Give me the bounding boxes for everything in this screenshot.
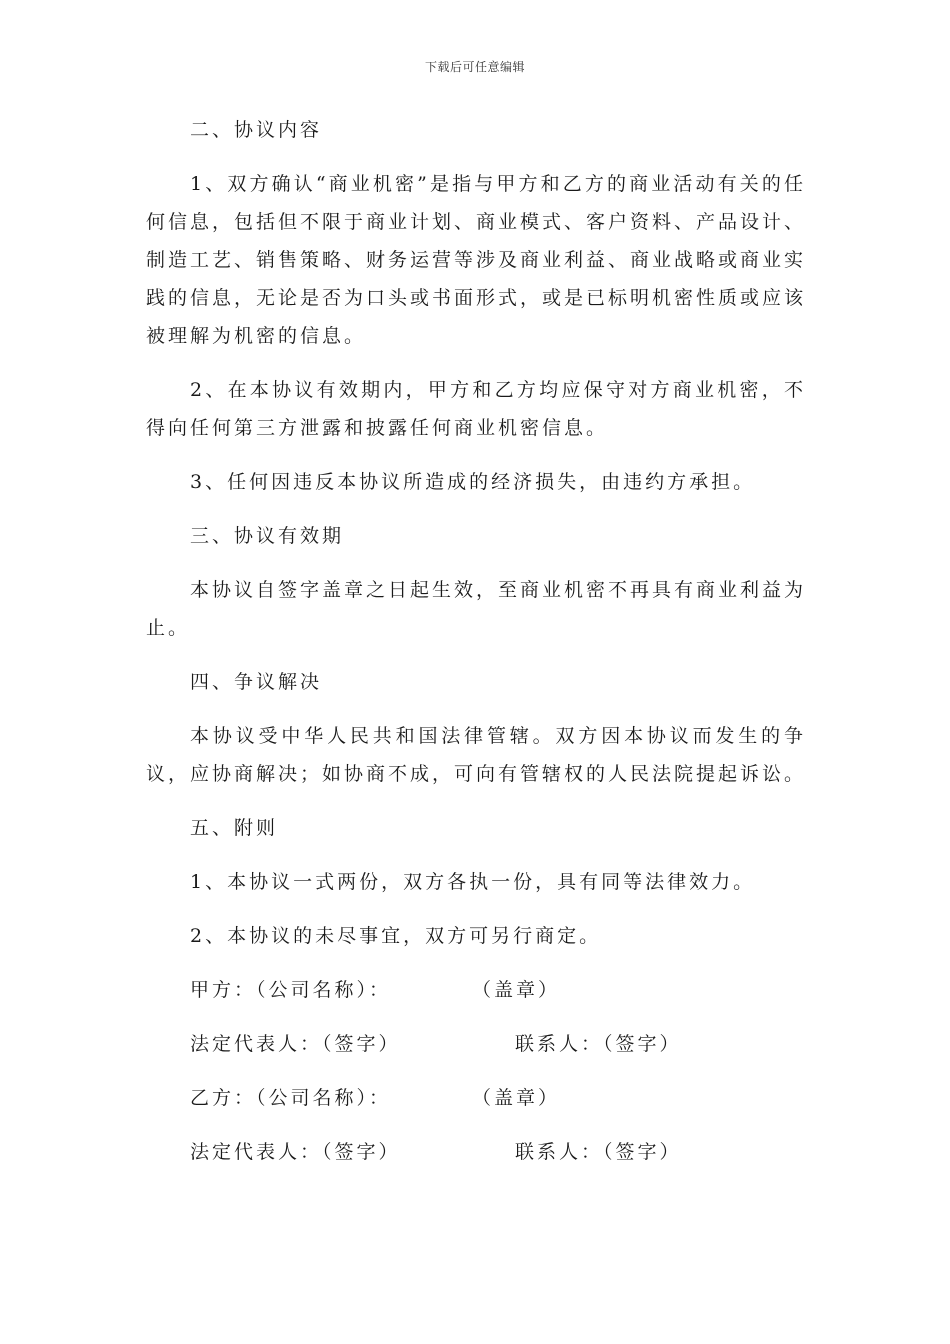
party-b-seal-label: （盖章）	[472, 1087, 561, 1109]
clause-dispute: 本协议受中华人民共和国法律管辖。双方因本协议而发生的争议，应协商解决；如协商不成，可向有管辖权的人民法院提起诉讼。	[146, 725, 807, 785]
party-a-company-row	[146, 971, 806, 1009]
clause-liability: 3、任何因违反本协议所造成的经济损失，由违约方承担。	[190, 471, 756, 493]
party-b-legal-rep-label: 法定代表人：（签字）	[190, 1141, 401, 1163]
section-title-validity: 三、协议有效期	[190, 525, 345, 547]
clause-definition: 1、双方确认“商业机密”是指与甲方和乙方的商业活动有关的任何信息，包括但不限于商业计划、商业模式、客户资料、产品设计、制造工艺、销售策略、财务运营等涉及商业利益、商业战略或商业实践的信息，无论是否为口头或书面形式，或是已标明机密性质或应该被理解为机密的信息。	[146, 173, 807, 347]
party-a-legal-rep-label: 法定代表人：（签字）	[190, 1033, 401, 1055]
section-title-agreement-content: 二、协议内容	[190, 119, 323, 141]
clause-confidentiality: 2、在本协议有效期内，甲方和乙方均应保守对方商业机密，不得向任何第三方泄露和披露任何商业机密信息。	[146, 379, 806, 439]
clause-copies: 1、本协议一式两份，双方各执一份，具有同等法律效力。	[190, 871, 756, 893]
party-a-representatives-row	[146, 1025, 806, 1063]
party-a-seal-label: （盖章）	[472, 979, 561, 1001]
party-b-contact-label: 联系人：（签字）	[515, 1141, 682, 1163]
document-body	[146, 111, 806, 1187]
party-b-company-label: 乙方：（公司名称）：	[190, 1087, 392, 1109]
page-header-note: 下载后可任意编辑	[424, 60, 525, 74]
party-a-contact-label: 联系人：（签字）	[515, 1033, 682, 1055]
clause-validity: 本协议自签字盖章之日起生效，至商业机密不再具有商业利益为止。	[146, 579, 807, 639]
party-b-company-row	[146, 1079, 806, 1117]
section-title-dispute: 四、争议解决	[190, 671, 323, 693]
section-title-supplementary: 五、附则	[190, 817, 279, 839]
clause-unresolved: 2、本协议的未尽事宜，双方可另行商定。	[190, 925, 602, 947]
party-a-company-label: 甲方：（公司名称）：	[190, 979, 392, 1001]
party-b-representatives-row	[146, 1133, 806, 1171]
